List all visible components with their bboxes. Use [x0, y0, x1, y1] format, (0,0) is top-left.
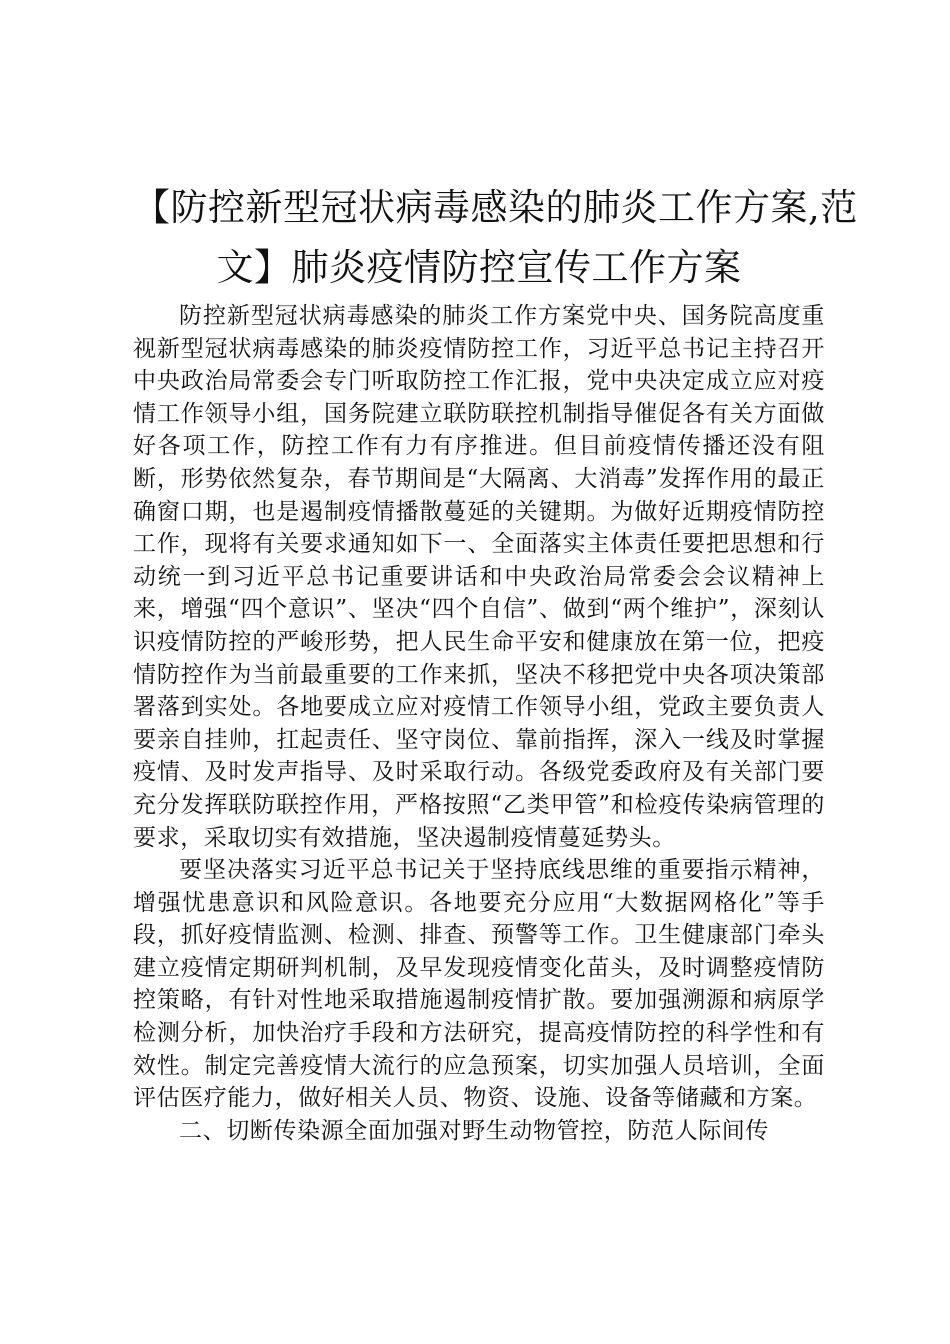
paragraph-2: 要坚决落实习近平总书记关于坚持底线思维的重要指示精神，增强忧患意识和风险意识。各地要充分应用“大数据网格化”等手段，抓好疫情监测、检测、排查、预警等工作。卫生健康部门牵头建立疫情定期研判机制，及早发现疫情变化苗头，及时调整疫情防控策略，有针对性地采取措施遏制疫情扩散。要加强溯源和病原学检测分析，加快治疗手段和方法研究，提高疫情防控的科学性和有效性。制定完善疫情大流行的应急预案，切实加强人员培训，全面评估医疗能力，做好相关人员、物资、设施、设备等储藏和方案。 — [133, 857, 825, 1112]
paragraph-3: 二、切断传染源全面加强对野生动物管控，防范人际间传 — [179, 1117, 769, 1144]
title-line-2: 文】肺炎疫情防控宣传工作方案 — [216, 246, 742, 289]
paragraph-1: 防控新型冠状病毒感染的肺炎工作方案党中央、国务院高度重视新型冠状病毒感染的肺炎疫情防控工作，习近平总书记主持召开中央政治局常委会专门听取防控工作汇报，党中央决定成立应对疫情工作领导小组，国务院建立联防联控机制指导催促各有关方面做好各项工作，防控工作有力有序推进。但目前疫情传播还没有阻断，形势依然复杂，春节期间是“大隔离、大消毒”发挥作用的最正确窗口期，也是遏制疫情播散蔓延的关键期。为做好近期疫情防控工作，现将有关要求通知如下一、全面落实主体责任要把思想和行动统一到习近平总书记重要讲话和中央政治局常委会会议精神上来，增强“四个意识”、坚决“四个自信”、做到“两个维护”，深刻认识疫情防控的严峻形势，把人民生命平安和健康放在第一位，把疫情防控作为当前最重要的工作来抓，坚决不移把党中央各项决策部署落到实处。各地要成立应对疫情工作领导小组，党政主要负责人要亲自挂帅，扛起责任、坚守岗位、靠前指挥，深入一线及时掌握疫情、及时发声指导、及时采取行动。各级党委政府及有关部门要充分发挥联防联控作用，严格按照“乙类甲管”和检疫传染病管理的要求，采取切实有效措施，坚决遏制疫情蔓延势头。 — [133, 303, 825, 851]
document-title — [133, 178, 858, 298]
title-line-1: 【防控新型冠状病毒感染的肺炎工作方案,范 — [133, 186, 858, 229]
document-body — [133, 300, 825, 1147]
document-page — [133, 178, 858, 1147]
